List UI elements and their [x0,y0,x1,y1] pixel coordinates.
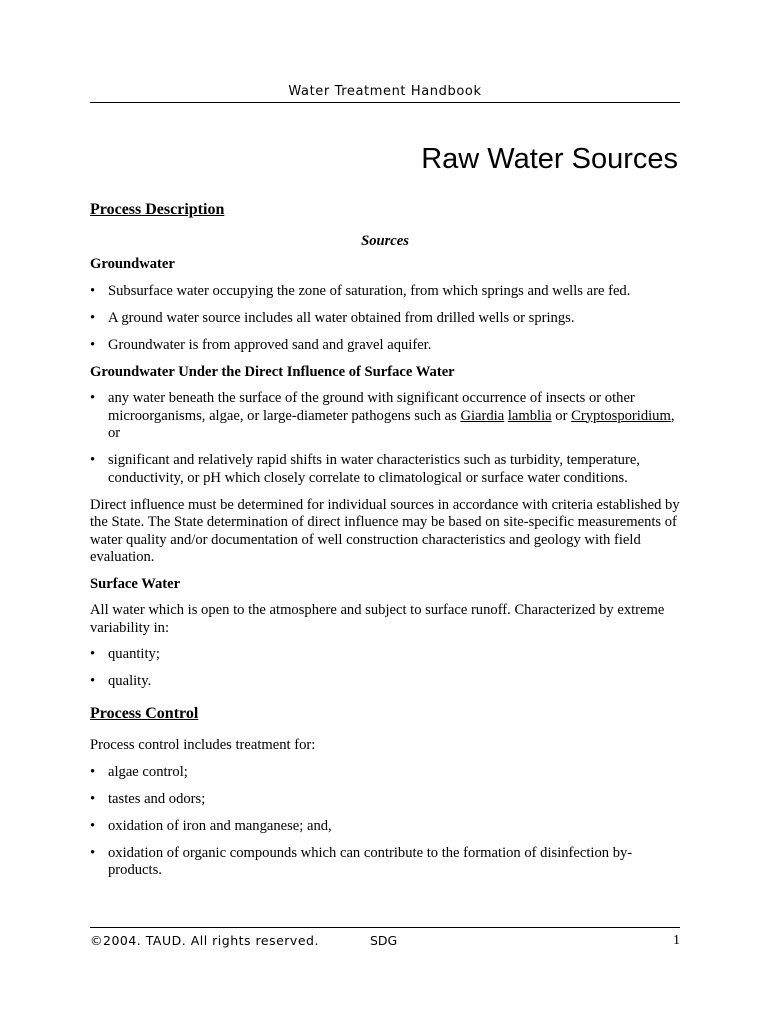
bullet-icon: • [90,282,96,299]
bullet-icon: • [90,646,96,662]
subheading-sources: Sources [361,232,409,249]
term-cryptosporidium: Cryptosporidium [571,407,671,424]
section-heading-process-control: Process Control [90,704,199,722]
bullet-icon: • [90,817,96,834]
bullet-icon: • [90,309,96,326]
document-page [90,0,680,1024]
running-header: Water Treatment Handbook [288,84,482,99]
list-item: • A ground water source includes all water obtained from drilled wells or springs. [90,309,575,326]
author-initials: SDG [370,933,398,948]
list-item: • oxidation of iron and manganese; and, [90,817,332,834]
document-body [90,201,680,889]
term-lamblia: lamblia [507,407,552,424]
page-number: 1 [673,933,680,948]
paragraph-direct-influence: Direct influence must be determined for individual sources in accordance with criteria established by the State. The State determination of direct influence may be based on site-specific measurements of water quality and/or documentation of well construction characteristics and geology with field evaluation. [90,496,680,565]
list-item: • Subsurface water occupying the zone of saturation, from which springs and wells are fed. [90,282,631,299]
groundwater-list [90,283,680,355]
process-control-list [90,764,680,880]
list-item: • significant and relatively rapid shifts in water characteristics such as turbidity, temperature, conductivity, or pH which closely correlate to climatological or surface water conditions. [90,452,640,486]
paragraph-process-control-intro: Process control includes treatment for: [90,737,316,753]
section-heading-process-description: Process Description [90,201,225,218]
header-rule [90,102,680,103]
bullet-icon: • [90,673,96,689]
page-footer [90,933,680,951]
list-item: • algae control; [90,763,188,780]
paragraph-surface-water: All water which is open to the atmosphere and subject to surface runoff. Characterized by extreme variability in: [90,602,665,636]
surface-water-list [90,646,680,691]
gwudi-list [90,390,680,487]
bullet-icon: • [90,390,96,406]
list-item: • Groundwater is from approved sand and gravel aquifer. [90,336,432,353]
page-title: Raw Water Sources [421,143,678,175]
list-item: • quantity; [90,646,160,662]
bullet-icon: • [90,763,96,780]
term-giardia: Giardia [460,407,505,424]
list-item: • quality. [90,673,152,689]
bullet-icon: • [90,452,96,468]
list-item: • oxidation of organic compounds which can contribute to the formation of disinfection by-products. [90,844,633,878]
bullet-icon: • [90,844,96,861]
list-item: • tastes and odors; [90,790,206,807]
heading-groundwater: Groundwater [90,256,175,272]
heading-gwudi: Groundwater Under the Direct Influence of Surface Water [90,363,455,380]
bullet-icon: • [90,336,96,353]
copyright-notice: ©2004. TAUD. All rights reserved. [90,933,319,948]
footer-rule [90,927,680,928]
heading-surface-water: Surface Water [90,575,181,592]
bullet-icon: • [90,790,96,807]
list-item: • any water beneath the surface of the ground with significant occurrence of insects or other microorganisms, algae, or large-diameter pathogens such as Giardia lamblia or Cryptosporidium, or [90,390,675,441]
